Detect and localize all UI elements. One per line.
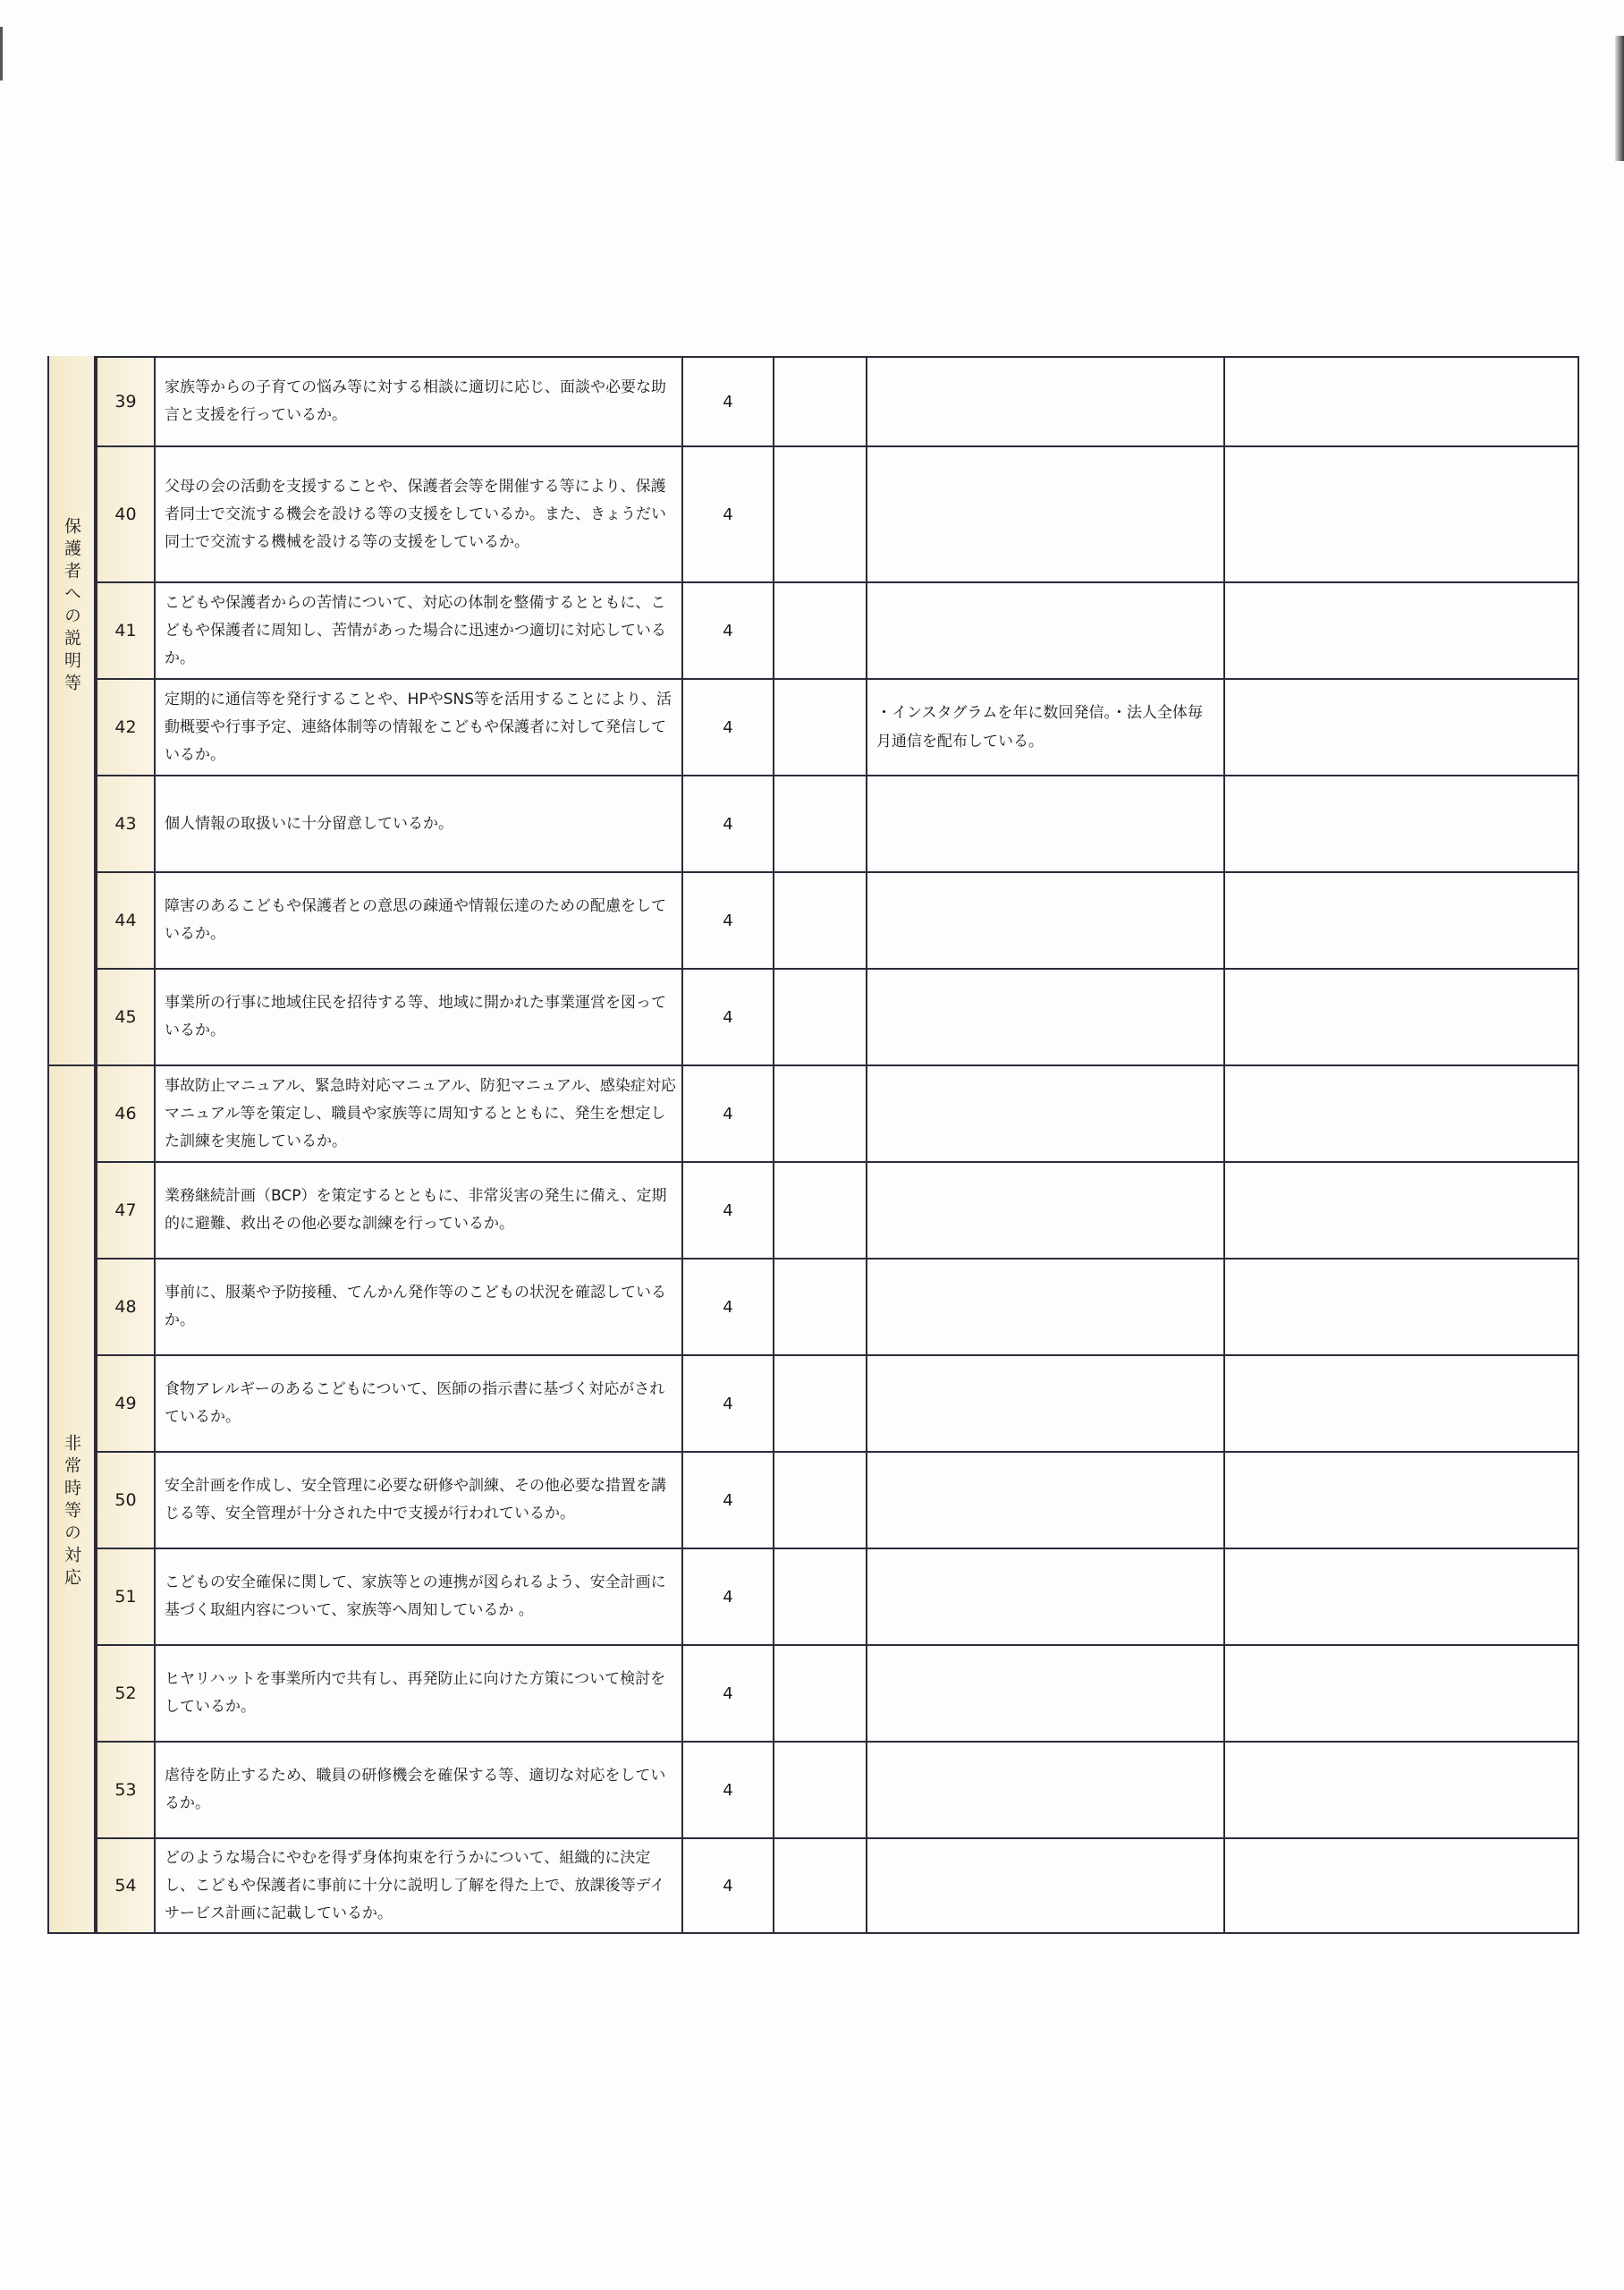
- item-question: 安全計画を作成し、安全管理に必要な研修や訓練、その他必要な措置を講じる等、安全管理が十分された中で支援が行われているか。: [154, 1453, 681, 1548]
- item-number: 48: [96, 1260, 154, 1354]
- item-comment: ・インスタグラムを年に数回発信。・法人全体毎月通信を配布している。: [866, 680, 1223, 775]
- item-improvement: [1223, 873, 1579, 968]
- item-number: 50: [96, 1453, 154, 1548]
- table-bottom-border: [47, 1932, 1579, 1934]
- item-improvement: [1223, 970, 1579, 1064]
- item-improvement: [1223, 1839, 1579, 1932]
- table-row: [96, 776, 1579, 871]
- item-question: 事前に、服薬や予防接種、てんかん発作等のこどもの状況を確認しているか。: [154, 1260, 681, 1354]
- item-comment: [866, 1066, 1223, 1161]
- item-question: 虐待を防止するため、職員の研修機会を確保する等、適切な対応をしているか。: [154, 1743, 681, 1837]
- item-score: 4: [681, 1066, 773, 1161]
- item-score: 4: [681, 1260, 773, 1354]
- item-improvement: [1223, 1066, 1579, 1161]
- item-question: 障害のあるこどもや保護者との意思の疎通や情報伝達のための配慮をしているか。: [154, 873, 681, 968]
- item-blank-column: [773, 970, 866, 1064]
- item-blank-column: [773, 1839, 866, 1932]
- item-blank-column: [773, 1743, 866, 1837]
- item-blank-column: [773, 1549, 866, 1644]
- item-question: 食物アレルギーのあるこどもについて、医師の指示書に基づく対応がされているか。: [154, 1356, 681, 1451]
- item-comment: [866, 1356, 1223, 1451]
- table-row: [96, 1066, 1579, 1161]
- item-number: 47: [96, 1163, 154, 1258]
- item-blank-column: [773, 358, 866, 445]
- item-blank-column: [773, 776, 866, 871]
- table-row: [96, 680, 1579, 775]
- section-label: 保護者への説明等: [62, 517, 81, 696]
- item-number: 42: [96, 680, 154, 775]
- item-comment: [866, 873, 1223, 968]
- item-improvement: [1223, 680, 1579, 775]
- table-row: [96, 1260, 1579, 1354]
- item-blank-column: [773, 1453, 866, 1548]
- item-score: 4: [681, 873, 773, 968]
- item-improvement: [1223, 1743, 1579, 1837]
- item-number: 44: [96, 873, 154, 968]
- item-improvement: [1223, 1453, 1579, 1548]
- table-row: [96, 1163, 1579, 1258]
- item-comment: [866, 1743, 1223, 1837]
- item-score: 4: [681, 1549, 773, 1644]
- item-blank-column: [773, 1646, 866, 1741]
- item-comment: [866, 358, 1223, 445]
- item-question: 父母の会の活動を支援することや、保護者会等を開催する等により、保護者同士で交流する機会を設ける等の支援をしているか。また、きょうだい同士で交流する機械を設ける等の支援をしているか。: [154, 447, 681, 581]
- item-number: 41: [96, 583, 154, 678]
- item-number: 40: [96, 447, 154, 581]
- item-number: 46: [96, 1066, 154, 1161]
- section-label: 非常時等の対応: [62, 1433, 81, 1590]
- table-row: [96, 970, 1579, 1064]
- item-improvement: [1223, 776, 1579, 871]
- item-score: 4: [681, 358, 773, 445]
- item-question: 定期的に通信等を発行することや、HPやSNS等を活用することにより、活動概要や行事予定、連絡体制等の情報をこどもや保護者に対して発信しているか。: [154, 680, 681, 775]
- item-score: 4: [681, 1839, 773, 1932]
- item-number: 39: [96, 358, 154, 445]
- section-guardian-explanation: [47, 356, 96, 1064]
- item-improvement: [1223, 1646, 1579, 1741]
- item-comment: [866, 1839, 1223, 1932]
- table-row: [96, 583, 1579, 678]
- table-row: [96, 358, 1579, 445]
- item-blank-column: [773, 1163, 866, 1258]
- table-row: [96, 1646, 1579, 1741]
- item-blank-column: [773, 447, 866, 581]
- item-comment: [866, 447, 1223, 581]
- item-score: 4: [681, 1743, 773, 1837]
- item-comment: [866, 1163, 1223, 1258]
- table-row: [96, 1356, 1579, 1451]
- item-question: こどもの安全確保に関して、家族等との連携が図られるよう、安全計画に基づく取組内容について、家族等へ周知しているか 。: [154, 1549, 681, 1644]
- item-score: 4: [681, 970, 773, 1064]
- item-number: 53: [96, 1743, 154, 1837]
- item-comment: [866, 776, 1223, 871]
- item-improvement: [1223, 1549, 1579, 1644]
- item-score: 4: [681, 447, 773, 581]
- item-score: 4: [681, 1163, 773, 1258]
- item-score: 4: [681, 583, 773, 678]
- item-number: 54: [96, 1839, 154, 1932]
- item-question: 家族等からの子育ての悩み等に対する相談に適切に応じ、面談や必要な助言と支援を行っているか。: [154, 358, 681, 445]
- item-blank-column: [773, 1066, 866, 1161]
- table-row: [96, 1549, 1579, 1644]
- item-score: 4: [681, 680, 773, 775]
- item-blank-column: [773, 583, 866, 678]
- item-question: 事業所の行事に地域住民を招待する等、地域に開かれた事業運営を図っているか。: [154, 970, 681, 1064]
- item-score: 4: [681, 1453, 773, 1548]
- item-question: ヒヤリハットを事業所内で共有し、再発防止に向けた方策について検討をしているか。: [154, 1646, 681, 1741]
- item-comment: [866, 1453, 1223, 1548]
- item-score: 4: [681, 1356, 773, 1451]
- item-improvement: [1223, 583, 1579, 678]
- item-blank-column: [773, 680, 866, 775]
- item-blank-column: [773, 1260, 866, 1354]
- section-divider: [47, 1064, 96, 1066]
- section-emergency-response: [47, 1064, 96, 1932]
- item-score: 4: [681, 776, 773, 871]
- table-row: [96, 1453, 1579, 1548]
- item-comment: [866, 1646, 1223, 1741]
- table-row: [96, 1743, 1579, 1837]
- item-blank-column: [773, 873, 866, 968]
- item-comment: [866, 1260, 1223, 1354]
- item-improvement: [1223, 1260, 1579, 1354]
- table-row: [96, 873, 1579, 968]
- item-improvement: [1223, 447, 1579, 581]
- item-number: 43: [96, 776, 154, 871]
- item-question: どのような場合にやむを得ず身体拘束を行うかについて、組織的に決定し、こどもや保護者に事前に十分に説明し了解を得た上で、放課後等デイサービス計画に記載しているか。: [154, 1839, 681, 1932]
- table-row: [96, 447, 1579, 581]
- item-improvement: [1223, 358, 1579, 445]
- item-improvement: [1223, 1163, 1579, 1258]
- item-question: 個人情報の取扱いに十分留意しているか。: [154, 776, 681, 871]
- item-number: 45: [96, 970, 154, 1064]
- item-question: 事故防止マニュアル、緊急時対応マニュアル、防犯マニュアル、感染症対応マニュアル等を策定し、職員や家族等に周知するとともに、発生を想定した訓練を実施しているか。: [154, 1066, 681, 1161]
- item-number: 49: [96, 1356, 154, 1451]
- item-question: こどもや保護者からの苦情について、対応の体制を整備するとともに、こどもや保護者に周知し、苦情があった場合に迅速かつ適切に対応しているか。: [154, 583, 681, 678]
- item-comment: [866, 583, 1223, 678]
- item-improvement: [1223, 1356, 1579, 1451]
- table-row: [96, 1839, 1579, 1932]
- item-blank-column: [773, 1356, 866, 1451]
- item-comment: [866, 970, 1223, 1064]
- item-number: 51: [96, 1549, 154, 1644]
- item-comment: [866, 1549, 1223, 1644]
- item-number: 52: [96, 1646, 154, 1741]
- item-score: 4: [681, 1646, 773, 1741]
- item-question: 業務継続計画（BCP）を策定するとともに、非常災害の発生に備え、定期的に避難、救出その他必要な訓練を行っているか。: [154, 1163, 681, 1258]
